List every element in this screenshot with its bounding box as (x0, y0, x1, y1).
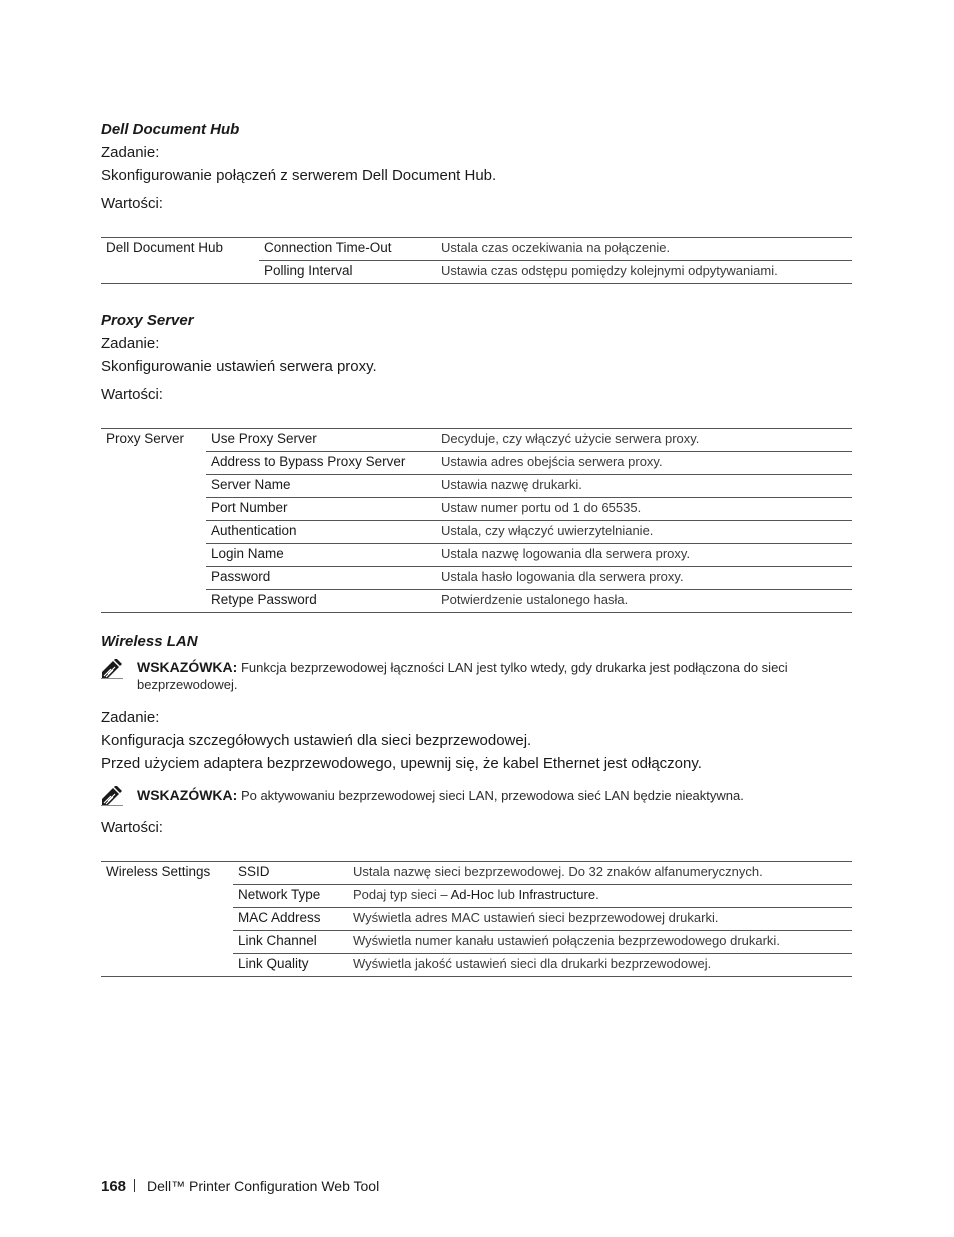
setting-description: Ustawia czas odstępu pomiędzy kolejnymi odpytywaniami. (436, 261, 852, 284)
task-text-ethernet: Przed użyciem adaptera bezprzewodowego, upewnij się, że kabel Ethernet jest odłączony. (101, 755, 702, 772)
setting-description: Ustala, czy włączyć uwierzytelnianie. (436, 521, 852, 544)
setting-name: Use Proxy Server (206, 429, 436, 452)
task-text: Skonfigurowanie połączeń z serwerem Dell Document Hub. (101, 167, 497, 184)
setting-name: Retype Password (206, 590, 436, 613)
table-row (101, 567, 852, 590)
note-text: Funkcja bezprzewodowej łączności LAN jest tylko wtedy, gdy drukarka jest podłączona do sieci bezprzewodowej. (137, 660, 788, 692)
wireless-settings-table (101, 861, 852, 977)
setting-description: Ustala nazwę sieci bezprzewodowej. Do 32 znaków alfanumerycznych. (348, 862, 852, 885)
note-label: WSKAZÓWKA: (137, 787, 238, 803)
setting-description: Wyświetla jakość ustawień sieci dla drukarki bezprzewodowej. (348, 954, 852, 977)
desc-suffix: . (595, 887, 599, 902)
section-title-dell-document-hub: Dell Document Hub (101, 121, 240, 138)
note-pencil-icon (101, 659, 123, 679)
values-label: Wartości: (101, 386, 163, 403)
setting-name: Link Channel (233, 931, 348, 954)
note-wired-inactive (101, 786, 852, 806)
table-row (101, 544, 852, 567)
setting-name: Polling Interval (259, 261, 436, 284)
setting-name: Port Number (206, 498, 436, 521)
note-pencil-icon (101, 786, 123, 806)
section-title-wireless-lan: Wireless LAN (101, 633, 198, 650)
values-label: Wartości: (101, 195, 163, 212)
table-row (101, 862, 852, 885)
table-row (101, 475, 852, 498)
setting-description: Ustala nazwę logowania dla serwera proxy. (436, 544, 852, 567)
setting-name: Password (206, 567, 436, 590)
dell-document-hub-table (101, 237, 852, 284)
setting-description: Ustala hasło logowania dla serwera proxy. (436, 567, 852, 590)
table-row (101, 590, 852, 613)
setting-name: Server Name (206, 475, 436, 498)
desc-ad-hoc: Ad-Hoc (450, 887, 494, 902)
values-label: Wartości: (101, 819, 163, 836)
section-title-proxy-server: Proxy Server (101, 312, 194, 329)
note-text: Po aktywowaniu bezprzewodowej sieci LAN, przewodowa sieć LAN będzie nieaktywna. (240, 788, 744, 803)
desc-infrastructure: Infrastructure (518, 887, 596, 902)
group-label: Dell Document Hub (101, 238, 259, 284)
setting-description: Ustaw numer portu od 1 do 65535. (436, 498, 852, 521)
group-label: Wireless Settings (101, 862, 233, 977)
task-text: Konfiguracja szczegółowych ustawień dla sieci bezprzewodowej. (101, 732, 532, 749)
table-row (101, 521, 852, 544)
footer-separator (134, 1179, 135, 1192)
setting-description: Potwierdzenie ustalonego hasła. (436, 590, 852, 613)
setting-description (348, 885, 852, 908)
task-text: Skonfigurowanie ustawień serwera proxy. (101, 358, 377, 375)
setting-name: MAC Address (233, 908, 348, 931)
setting-description: Ustala czas oczekiwania na połączenie. (436, 238, 852, 261)
table-row (101, 452, 852, 475)
setting-name: Connection Time-Out (259, 238, 436, 261)
task-label: Zadanie: (101, 709, 160, 726)
setting-description: Decyduje, czy włączyć użycie serwera proxy. (436, 429, 852, 452)
setting-description: Ustawia adres obejścia serwera proxy. (436, 452, 852, 475)
setting-description: Wyświetla numer kanału ustawień połączenia bezprzewodowego drukarki. (348, 931, 852, 954)
setting-name: Link Quality (233, 954, 348, 977)
setting-description: Ustawia nazwę drukarki. (436, 475, 852, 498)
task-label: Zadanie: (101, 144, 160, 161)
table-row (101, 498, 852, 521)
note-wireless-requirement (101, 659, 852, 695)
setting-name: Address to Bypass Proxy Server (206, 452, 436, 475)
table-row (101, 429, 852, 452)
setting-name: Login Name (206, 544, 436, 567)
desc-prefix: Podaj typ sieci – (353, 887, 451, 902)
task-label: Zadanie: (101, 335, 160, 352)
setting-name: Authentication (206, 521, 436, 544)
setting-description: Wyświetla adres MAC ustawień sieci bezprzewodowej drukarki. (348, 908, 852, 931)
note-label: WSKAZÓWKA: (137, 659, 238, 675)
table-row (101, 238, 852, 261)
setting-name: SSID (233, 862, 348, 885)
footer-title: Dell™ Printer Configuration Web Tool (147, 1178, 380, 1194)
desc-or: lub (493, 887, 519, 902)
setting-name: Network Type (233, 885, 348, 908)
page-footer (101, 1178, 379, 1195)
page-number: 168 (101, 1178, 127, 1195)
proxy-server-table (101, 428, 852, 613)
group-label: Proxy Server (101, 429, 206, 613)
